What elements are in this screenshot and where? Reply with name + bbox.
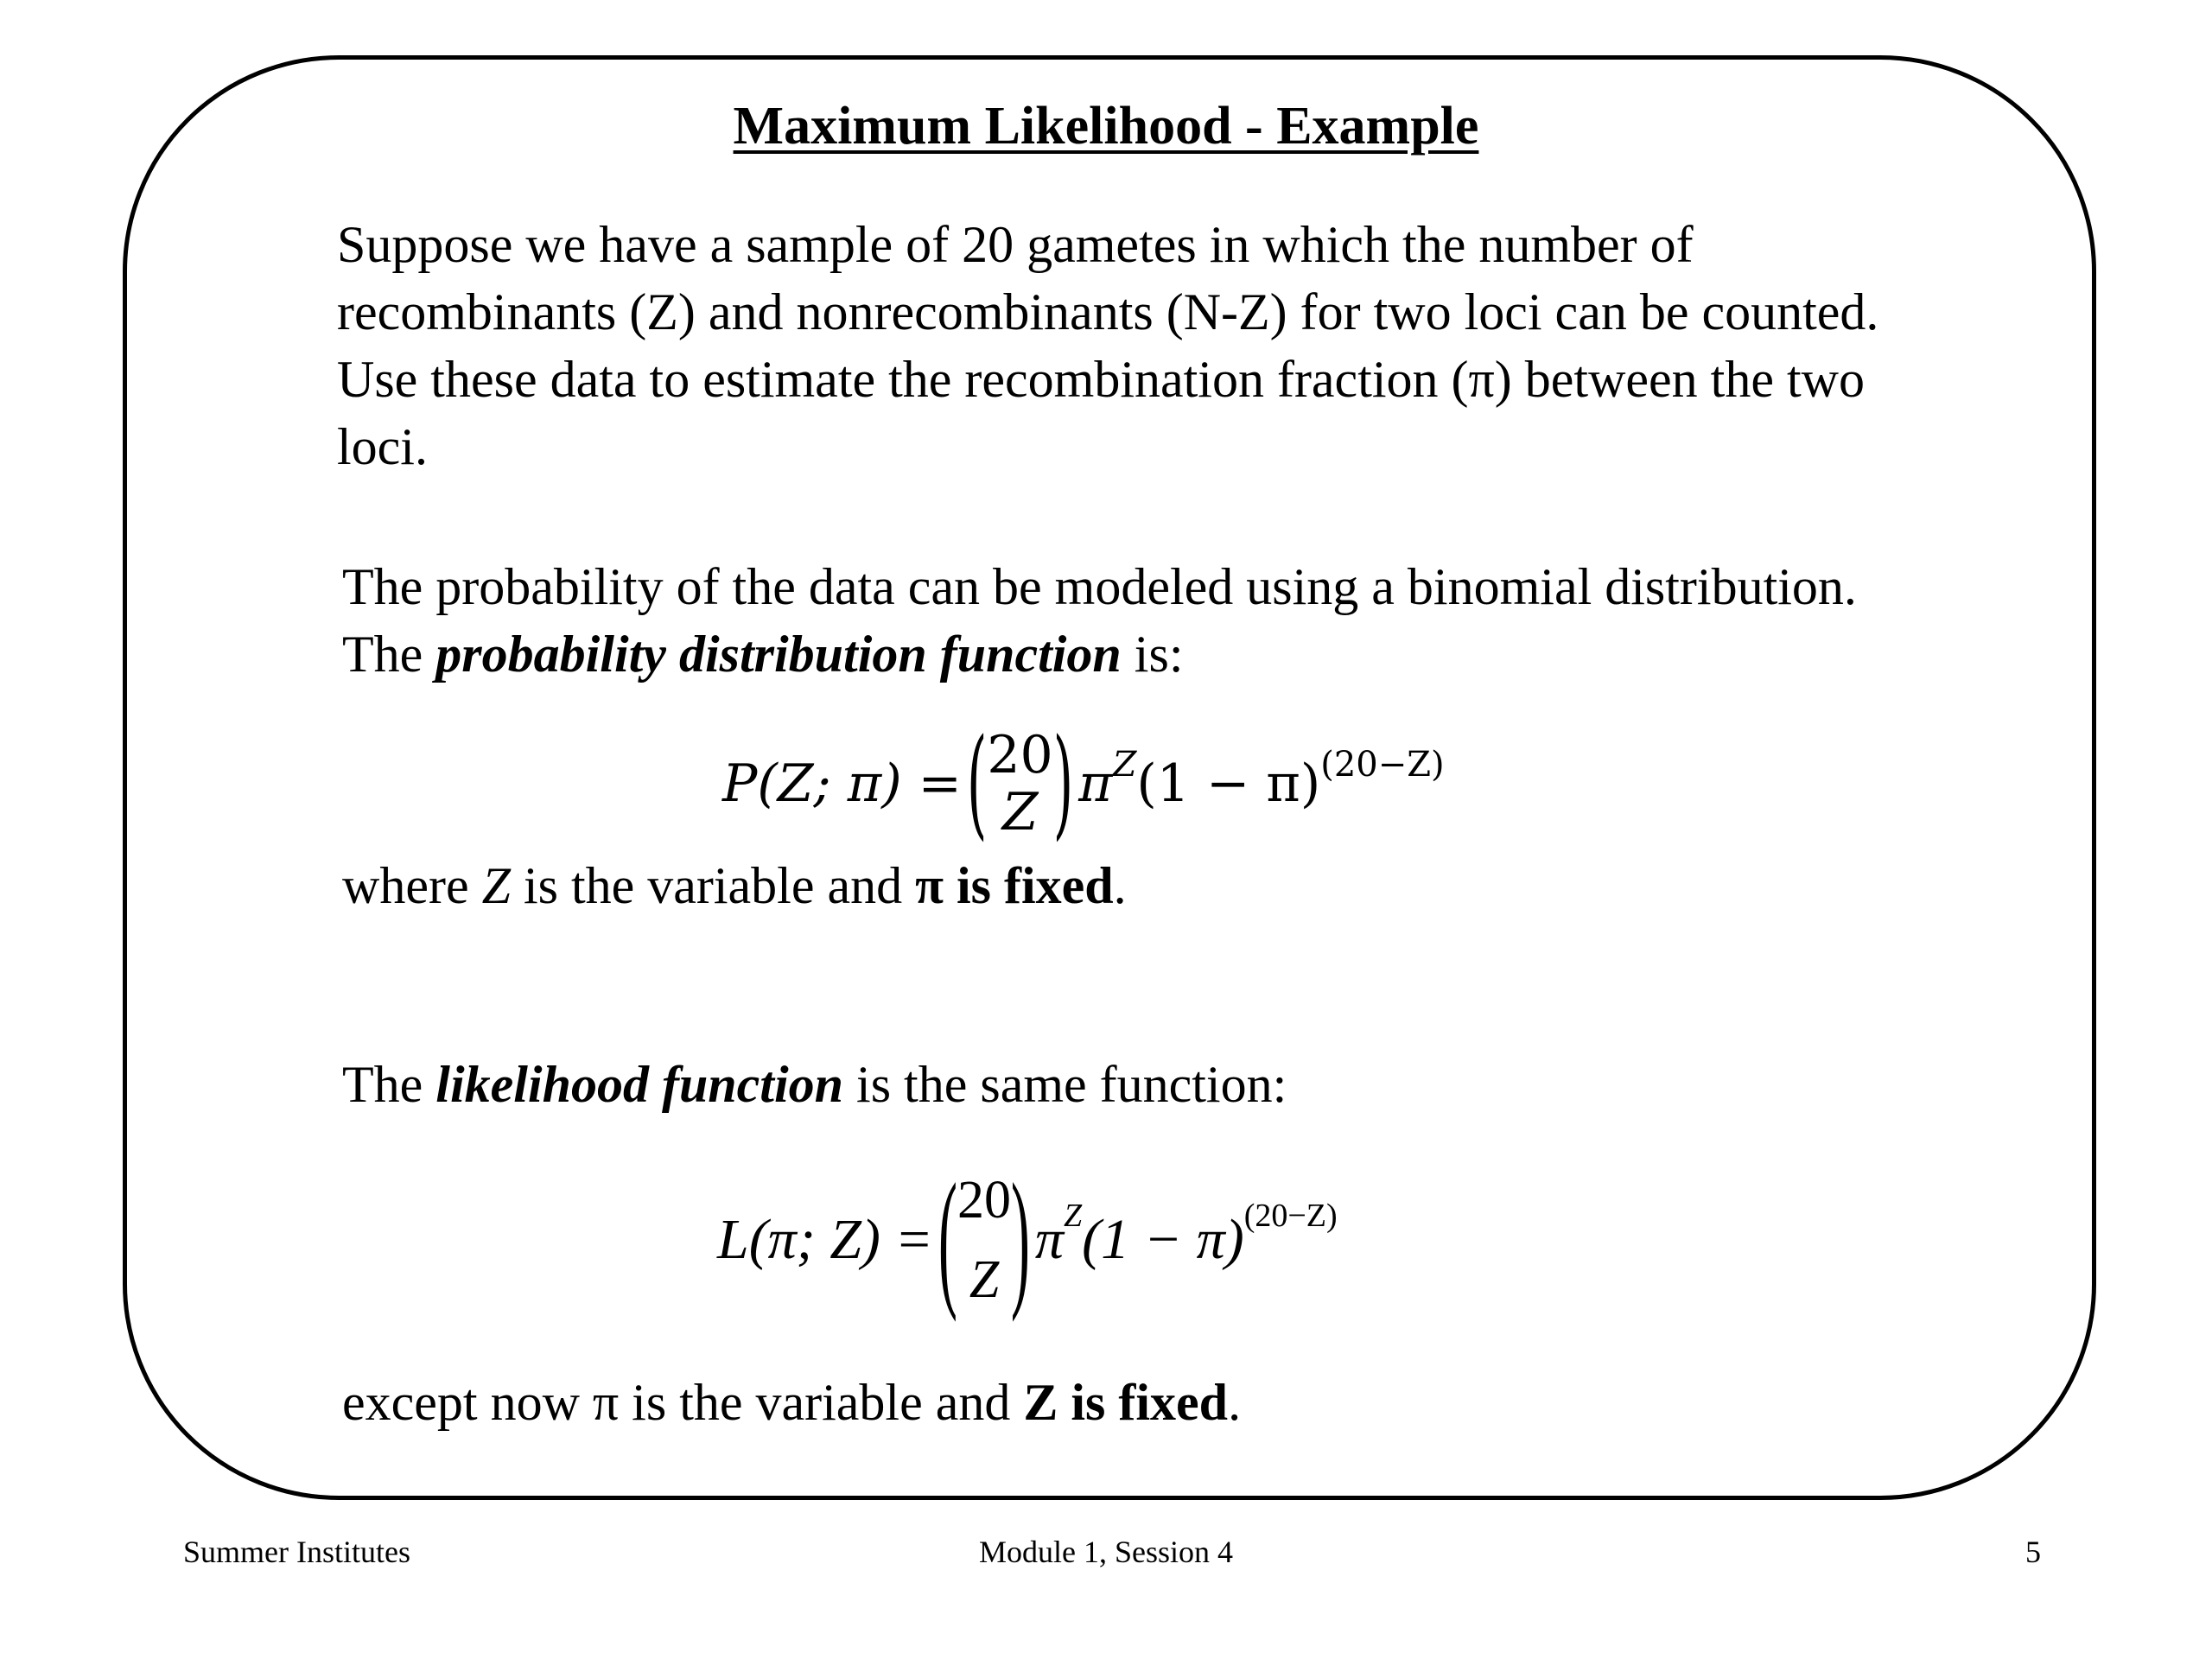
eq1-binom-stack [987, 727, 1052, 841]
except-line [342, 1369, 1241, 1436]
eq2-binom-bottom: Z [969, 1250, 1000, 1309]
eq2-exp1: Z [1064, 1198, 1083, 1234]
binomial-line-2-pre: The [342, 626, 436, 683]
binomial-line-1: The probability of the data can be modeled using a binomial distribution. [342, 558, 1857, 615]
intro-paragraph [337, 211, 1878, 480]
where-pre: where [342, 857, 482, 914]
eq1-exp1: Z [1112, 745, 1137, 785]
where-bold: π is fixed [915, 857, 1114, 914]
except-bold: Z is fixed [1023, 1374, 1229, 1431]
footer-center: Module 1, Session 4 [978, 1535, 1233, 1569]
eq1-base1: π [1078, 753, 1113, 814]
likelihood-term: likelihood function [435, 1056, 844, 1113]
footer-left: Summer Institutes [183, 1535, 410, 1569]
eq2-exp2: (20−Z) [1243, 1198, 1338, 1234]
eq1-right-paren: ) [1052, 714, 1074, 854]
intro-line-4: loci. [337, 418, 428, 475]
eq1-base2: (1 − π) [1136, 753, 1321, 814]
likelihood-line [342, 1051, 1287, 1118]
eq1-binom-top: 20 [987, 725, 1053, 785]
binomial-line-2 [342, 620, 1857, 688]
except-pre: except now π is the variable and [342, 1374, 1024, 1431]
eq1-exp2: (20−Z) [1320, 745, 1445, 785]
slide-title [0, 90, 2212, 162]
likelihood-equation [717, 1154, 1338, 1325]
eq2-right-paren: ) [1010, 1154, 1030, 1325]
likelihood-post: is the same function: [843, 1056, 1287, 1113]
intro-line-1: Suppose we have a sample of 20 gametes in which the number of [337, 216, 1694, 273]
where-var: Z [481, 857, 511, 914]
eq2-binomial-coefficient [938, 1154, 1030, 1325]
eq1-left-paren: ( [966, 714, 988, 854]
likelihood-paragraph [342, 1051, 1287, 1118]
where-line [342, 852, 1127, 919]
except-paragraph [342, 1369, 1241, 1436]
where-paragraph [342, 852, 1127, 919]
footer-page-number: 5 [2025, 1535, 2041, 1569]
binomial-line-2-post: is: [1121, 626, 1184, 683]
except-post: . [1228, 1374, 1242, 1431]
eq2-base1: π [1034, 1208, 1064, 1271]
binomial-paragraph [342, 553, 1857, 688]
slide-title-text: Maximum Likelihood - Example [733, 97, 1479, 156]
eq2-base2: (1 − π) [1082, 1208, 1244, 1271]
likelihood-pre: The [342, 1056, 436, 1113]
where-post: . [1113, 857, 1127, 914]
intro-line-2: recombinants (Z) and nonrecombinants (N-Z) for two loci can be counted. [337, 283, 1879, 340]
where-mid: is the variable and [510, 857, 916, 914]
eq1-binomial-coefficient [966, 714, 1074, 854]
eq2-left-paren: ( [938, 1154, 957, 1325]
eq2-binom-top: 20 [957, 1171, 1011, 1230]
eq1-binom-bottom: Z [1001, 782, 1039, 842]
eq2-lhs: L(π; Z) = [717, 1208, 933, 1271]
pdf-term: probability distribution function [435, 626, 1122, 683]
eq2-binom-stack [957, 1160, 1011, 1319]
intro-line-3: Use these data to estimate the recombination fraction (π) between the two [337, 351, 1865, 408]
eq1-lhs: P(Z; π) = [722, 753, 962, 814]
probability-equation [722, 714, 1445, 854]
